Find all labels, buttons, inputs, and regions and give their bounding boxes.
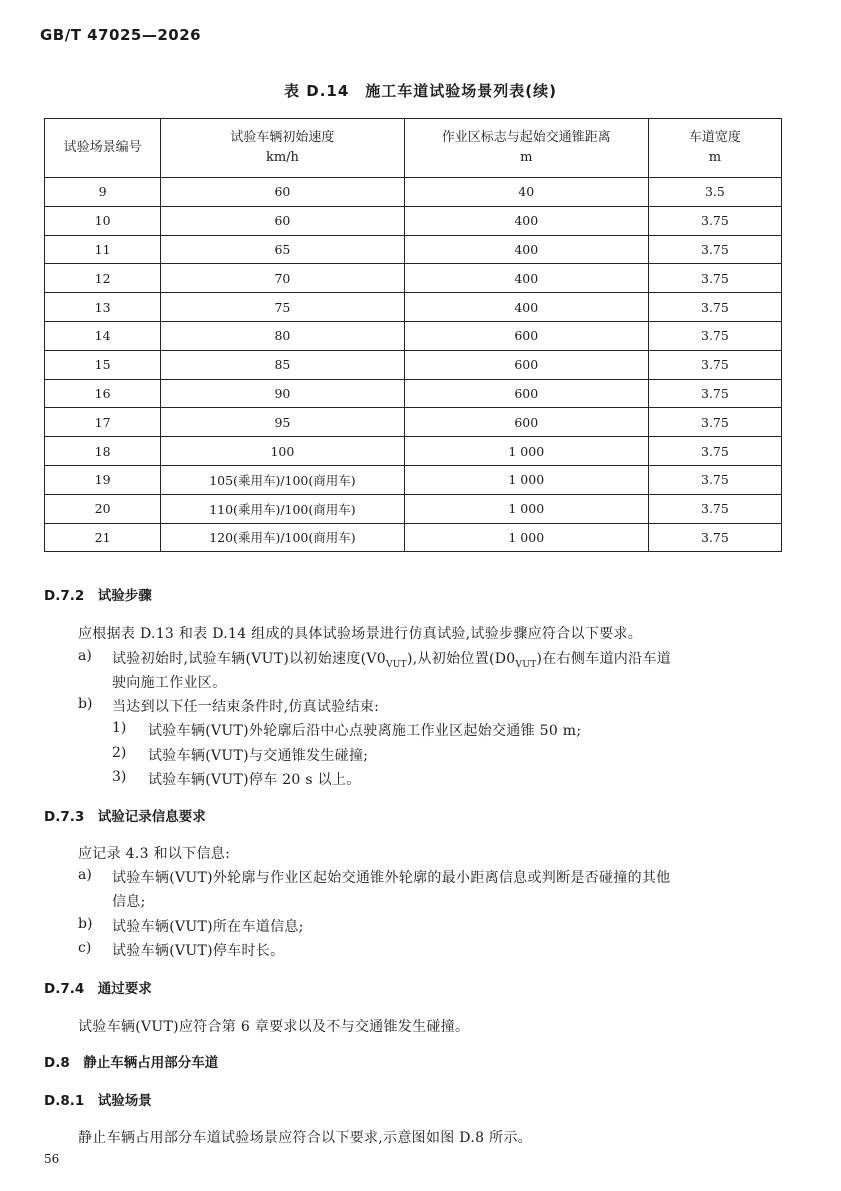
table-row [45, 178, 782, 207]
cell-lane-width: 3.75 [648, 206, 781, 235]
cell-initial-speed: 110(乘用车)/100(商用车) [161, 494, 405, 523]
paragraph-d81: 静止车辆占用部分车道试验场景应符合以下要求,示意图如图 D.8 所示。 [78, 1130, 532, 1146]
table-row [45, 350, 782, 379]
cell-initial-speed: 60 [161, 178, 405, 207]
cell-scenario-no: 14 [45, 321, 161, 350]
cell-initial-speed: 85 [161, 350, 405, 379]
table-row [45, 523, 782, 552]
cell-lane-width: 3.75 [648, 350, 781, 379]
cell-initial-speed: 60 [161, 206, 405, 235]
table-row [45, 321, 782, 350]
cell-scenario-no: 18 [45, 437, 161, 466]
cell-lane-width: 3.75 [648, 408, 781, 437]
header-lane-width: 车道宽度 m [648, 119, 781, 178]
table-row [45, 465, 782, 494]
sub-item-2: 试验车辆(VUT)与交通锥发生碰撞; [148, 748, 369, 764]
cell-sign-cone-distance: 1 000 [404, 437, 648, 466]
sub-item-number-3: 3) [112, 769, 127, 785]
section-heading-d73: D.7.3 试验记录信息要求 [44, 809, 206, 825]
d73-marker-a: a) [78, 867, 92, 883]
standard-number: GB/T 47025—2026 [40, 26, 202, 44]
cell-initial-speed: 105(乘用车)/100(商用车) [161, 465, 405, 494]
header-sign-cone-distance: 作业区标志与起始交通锥距离 m [404, 119, 648, 178]
cell-sign-cone-distance: 1 000 [404, 523, 648, 552]
table-row [45, 408, 782, 437]
table-row [45, 264, 782, 293]
cell-scenario-no: 9 [45, 178, 161, 207]
cell-lane-width: 3.75 [648, 465, 781, 494]
cell-initial-speed: 80 [161, 321, 405, 350]
cell-sign-cone-distance: 1 000 [404, 465, 648, 494]
section-heading-d81: D.8.1 试验场景 [44, 1093, 152, 1109]
cell-scenario-no: 13 [45, 293, 161, 322]
paragraph-d74: 试验车辆(VUT)应符合第 6 章要求以及不与交通锥发生碰撞。 [78, 1019, 470, 1035]
cell-initial-speed: 65 [161, 235, 405, 264]
cell-lane-width: 3.75 [648, 321, 781, 350]
cell-scenario-no: 20 [45, 494, 161, 523]
cell-initial-speed: 70 [161, 264, 405, 293]
cell-scenario-no: 11 [45, 235, 161, 264]
cell-scenario-no: 12 [45, 264, 161, 293]
d73-item-a-line2: 信息; [112, 894, 146, 910]
sub-item-number-2: 2) [112, 745, 127, 761]
cell-scenario-no: 21 [45, 523, 161, 552]
cell-lane-width: 3.75 [648, 494, 781, 523]
cell-lane-width: 3.75 [648, 437, 781, 466]
list-marker-a: a) [78, 648, 92, 664]
cell-scenario-no: 16 [45, 379, 161, 408]
header-initial-speed: 试验车辆初始速度 km/h [161, 119, 405, 178]
cell-sign-cone-distance: 600 [404, 408, 648, 437]
paragraph-d73-intro: 应记录 4.3 和以下信息: [78, 846, 231, 862]
sub-item-3: 试验车辆(VUT)停车 20 s 以上。 [148, 772, 361, 788]
cell-scenario-no: 15 [45, 350, 161, 379]
page-number: 56 [44, 1152, 60, 1166]
cell-initial-speed: 75 [161, 293, 405, 322]
cell-sign-cone-distance: 400 [404, 264, 648, 293]
cell-lane-width: 3.75 [648, 264, 781, 293]
list-item-a-line2: 驶向施工作业区。 [112, 675, 227, 691]
scenario-table [44, 118, 782, 552]
table-row [45, 206, 782, 235]
d73-marker-c: c) [78, 940, 92, 956]
cell-lane-width: 3.75 [648, 523, 781, 552]
cell-initial-speed: 100 [161, 437, 405, 466]
cell-sign-cone-distance: 1 000 [404, 494, 648, 523]
cell-scenario-no: 17 [45, 408, 161, 437]
table-body [45, 178, 782, 552]
cell-sign-cone-distance: 600 [404, 321, 648, 350]
section-heading-d8: D.8 静止车辆占用部分车道 [44, 1055, 219, 1071]
header-scenario-no: 试验场景编号 [45, 119, 161, 178]
d73-marker-b: b) [78, 916, 93, 932]
section-heading-d74: D.7.4 通过要求 [44, 981, 152, 997]
list-item-a: 试验初始时,试验车辆(VUT)以初始速度$(V0_{VUT})$,从初始位置$(D0_{VUT})$在右侧车道内沿车道 [112, 651, 671, 670]
table-row [45, 437, 782, 466]
cell-sign-cone-distance: 400 [404, 293, 648, 322]
cell-scenario-no: 10 [45, 206, 161, 235]
cell-sign-cone-distance: 600 [404, 379, 648, 408]
table-row [45, 494, 782, 523]
cell-initial-speed: 120(乘用车)/100(商用车) [161, 523, 405, 552]
cell-sign-cone-distance: 40 [404, 178, 648, 207]
d73-item-b: 试验车辆(VUT)所在车道信息; [112, 919, 304, 935]
cell-sign-cone-distance: 600 [404, 350, 648, 379]
sub-item-number-1: 1) [112, 720, 127, 736]
paragraph-d72-intro: 应根据表 D.13 和表 D.14 组成的具体试验场景进行仿真试验,试验步骤应符合以下要求。 [78, 626, 643, 642]
cell-lane-width: 3.75 [648, 293, 781, 322]
table-header-row [45, 119, 782, 178]
d73-item-a: 试验车辆(VUT)外轮廓与作业区起始交通锥外轮廓的最小距离信息或判断是否碰撞的其他 [112, 870, 671, 886]
cell-initial-speed: 95 [161, 408, 405, 437]
cell-scenario-no: 19 [45, 465, 161, 494]
table-row [45, 293, 782, 322]
cell-sign-cone-distance: 400 [404, 235, 648, 264]
list-item-b: 当达到以下任一结束条件时,仿真试验结束: [112, 699, 380, 715]
list-marker-b: b) [78, 696, 93, 712]
d73-item-c: 试验车辆(VUT)停车时长。 [112, 943, 285, 959]
cell-initial-speed: 90 [161, 379, 405, 408]
table-row [45, 235, 782, 264]
table-title: 表 D.14 施工车道试验场景列表(续) [284, 82, 557, 100]
sub-item-1: 试验车辆(VUT)外轮廓后沿中心点驶离施工作业区起始交通锥 50 m; [148, 723, 582, 739]
section-heading-d72: D.7.2 试验步骤 [44, 588, 152, 604]
cell-lane-width: 3.75 [648, 235, 781, 264]
cell-lane-width: 3.5 [648, 178, 781, 207]
cell-sign-cone-distance: 400 [404, 206, 648, 235]
table-row [45, 379, 782, 408]
cell-lane-width: 3.75 [648, 379, 781, 408]
